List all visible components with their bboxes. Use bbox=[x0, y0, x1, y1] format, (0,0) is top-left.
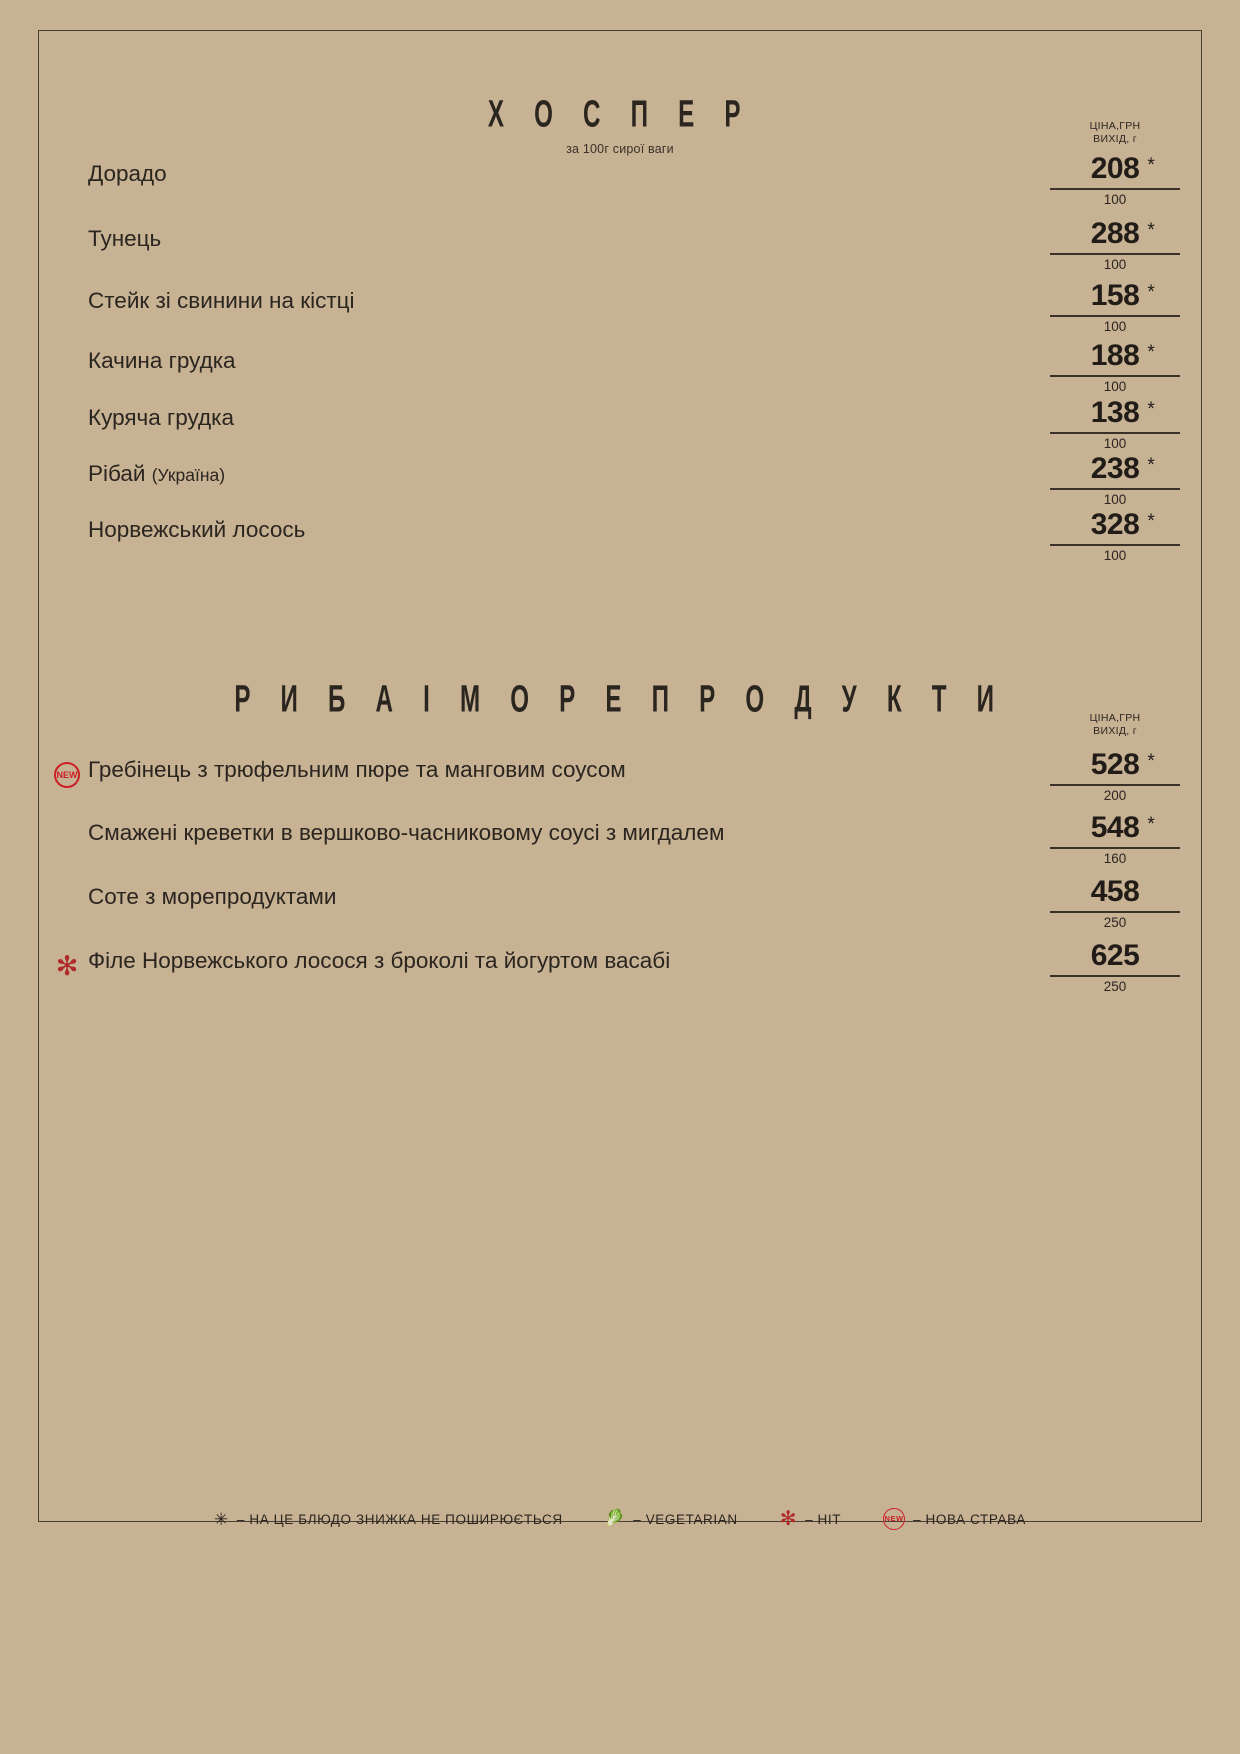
dish-weight: 100 bbox=[1103, 256, 1127, 272]
dish-price-block bbox=[1050, 748, 1180, 804]
dish-price-block bbox=[1050, 217, 1180, 273]
dish-price-block bbox=[1050, 279, 1180, 335]
section-title: Р И Б А І М О Р Е П Р О Д У К Т И bbox=[234, 677, 1006, 721]
price-asterisk: * bbox=[1147, 220, 1155, 241]
price-asterisk: * bbox=[1147, 751, 1155, 772]
dish-weight: 100 bbox=[1103, 318, 1127, 334]
menu-row[interactable] bbox=[38, 939, 1202, 999]
hit-icon: ✻ bbox=[55, 951, 79, 981]
dish-weight: 100 bbox=[1103, 435, 1127, 451]
menu-row[interactable] bbox=[38, 875, 1202, 935]
dish-name: Рібай (Україна) bbox=[88, 461, 226, 486]
menu-row[interactable] bbox=[38, 396, 1202, 456]
price-asterisk: * bbox=[1147, 814, 1155, 835]
price-rule bbox=[1050, 432, 1180, 434]
dish-name: Соте з морепродуктами bbox=[88, 884, 337, 909]
price-header-weight: ВИХІД, г bbox=[1093, 724, 1137, 737]
dish-weight: 100 bbox=[1103, 491, 1127, 507]
dish-price-block bbox=[1050, 811, 1180, 867]
dish-price-block bbox=[1050, 396, 1180, 452]
dish-weight: 200 bbox=[1103, 787, 1127, 803]
new-badge-icon bbox=[54, 762, 80, 788]
price-rule bbox=[1050, 253, 1180, 255]
legend-item-no-discount bbox=[214, 1511, 563, 1528]
dish-price: 528 * bbox=[1091, 748, 1140, 782]
price-asterisk: * bbox=[1147, 455, 1155, 476]
dish-price-block bbox=[1050, 508, 1180, 564]
price-rule bbox=[1050, 315, 1180, 317]
dish-name: Куряча грудка bbox=[88, 405, 234, 430]
dish-price: 458 bbox=[1090, 875, 1140, 908]
hit-badge-icon bbox=[54, 953, 80, 979]
price-rule bbox=[1050, 911, 1180, 913]
dish-price: 238 * bbox=[1091, 452, 1140, 486]
dish-name: Дорадо bbox=[88, 161, 167, 186]
section-fish-seafood-rows bbox=[38, 748, 1202, 999]
new-icon: NEW bbox=[54, 762, 80, 788]
hit-icon: ✻ bbox=[779, 1508, 798, 1530]
legend-label: – НА ЦЕ БЛЮДО ЗНИЖКА НЕ ПОШИРЮЄТЬСЯ bbox=[236, 1511, 563, 1527]
price-rule bbox=[1050, 544, 1180, 546]
dish-weight: 160 bbox=[1103, 850, 1127, 866]
price-rule bbox=[1050, 847, 1180, 849]
legend-item-hit bbox=[780, 1509, 841, 1529]
menu-row[interactable] bbox=[38, 217, 1202, 277]
section-hosper-rows bbox=[38, 152, 1202, 568]
dish-name: Тунець bbox=[88, 226, 162, 251]
price-column-header bbox=[1050, 120, 1180, 145]
section-subtitle: за 100г сирої ваги bbox=[566, 142, 674, 156]
price-asterisk: * bbox=[1147, 282, 1155, 303]
dish-name: Стейк зі свинини на кістці bbox=[88, 288, 355, 313]
menu-row[interactable] bbox=[38, 748, 1202, 808]
dish-weight: 100 bbox=[1103, 547, 1127, 563]
menu-row[interactable] bbox=[38, 508, 1202, 568]
dish-weight: 250 bbox=[1103, 914, 1127, 930]
dish-price: 138 * bbox=[1091, 396, 1140, 430]
price-asterisk: * bbox=[1147, 342, 1155, 363]
legend-label: – HIT bbox=[805, 1511, 842, 1527]
price-rule bbox=[1050, 975, 1180, 977]
menu-row[interactable] bbox=[38, 339, 1202, 399]
menu-row[interactable] bbox=[38, 152, 1202, 212]
price-rule bbox=[1050, 188, 1180, 190]
dish-price: 328 * bbox=[1091, 508, 1140, 542]
dish-price-block bbox=[1050, 152, 1180, 208]
price-rule bbox=[1050, 784, 1180, 786]
dish-name: Філе Норвежського лосося з броколі та йогуртом васабі bbox=[88, 948, 671, 973]
dish-weight: 100 bbox=[1103, 191, 1127, 207]
dish-price: 208 * bbox=[1091, 152, 1140, 186]
dish-price-block bbox=[1050, 875, 1180, 931]
section-hosper bbox=[38, 92, 1202, 156]
price-header-price: ЦІНА,ГРН bbox=[1089, 120, 1141, 132]
price-rule bbox=[1050, 375, 1180, 377]
legend-bar bbox=[38, 1508, 1202, 1530]
price-asterisk: * bbox=[1147, 399, 1155, 420]
dish-name: Смажені креветки в вершково-часниковому соусі з мигдалем bbox=[88, 820, 725, 845]
price-column-header bbox=[1050, 712, 1180, 737]
legend-label: – НОВА СТРАВА bbox=[913, 1511, 1026, 1527]
dish-price: 188 * bbox=[1091, 339, 1140, 373]
dish-price: 158 * bbox=[1091, 279, 1140, 313]
dish-weight: 100 bbox=[1103, 378, 1127, 394]
price-asterisk: * bbox=[1147, 511, 1155, 532]
dish-price-block bbox=[1050, 939, 1180, 995]
menu-row[interactable] bbox=[38, 279, 1202, 339]
legend-item-vegetarian bbox=[605, 1511, 738, 1527]
dish-price: 548 * bbox=[1091, 811, 1140, 845]
legend-item-new bbox=[883, 1508, 1026, 1530]
dish-name: Норвежський лосось bbox=[88, 517, 306, 542]
leaf-icon: 🥬 bbox=[604, 1510, 626, 1527]
dish-price: 625 bbox=[1090, 939, 1140, 972]
price-asterisk: * bbox=[1147, 155, 1155, 176]
menu-row[interactable] bbox=[38, 452, 1202, 512]
price-rule bbox=[1050, 488, 1180, 490]
new-icon-wrap bbox=[883, 1508, 905, 1530]
legend-label: – VEGETARIAN bbox=[633, 1511, 738, 1527]
dish-price-block bbox=[1050, 339, 1180, 395]
new-icon: NEW bbox=[883, 1508, 905, 1530]
dish-name: Гребінець з трюфельним пюре та манговим соусом bbox=[88, 757, 626, 782]
price-header-weight: ВИХІД, г bbox=[1093, 132, 1137, 145]
asterisk-icon: ✳ bbox=[214, 1509, 229, 1529]
price-header-price: ЦІНА,ГРН bbox=[1089, 712, 1141, 724]
dish-price-block bbox=[1050, 452, 1180, 508]
dish-price: 288 * bbox=[1091, 217, 1140, 251]
dish-name-note: (Україна) bbox=[151, 465, 226, 485]
menu-row[interactable] bbox=[38, 811, 1202, 871]
section-title: Х О С П Е Р bbox=[487, 92, 753, 136]
dish-weight: 250 bbox=[1103, 978, 1127, 994]
dish-name: Качина грудка bbox=[88, 348, 236, 373]
